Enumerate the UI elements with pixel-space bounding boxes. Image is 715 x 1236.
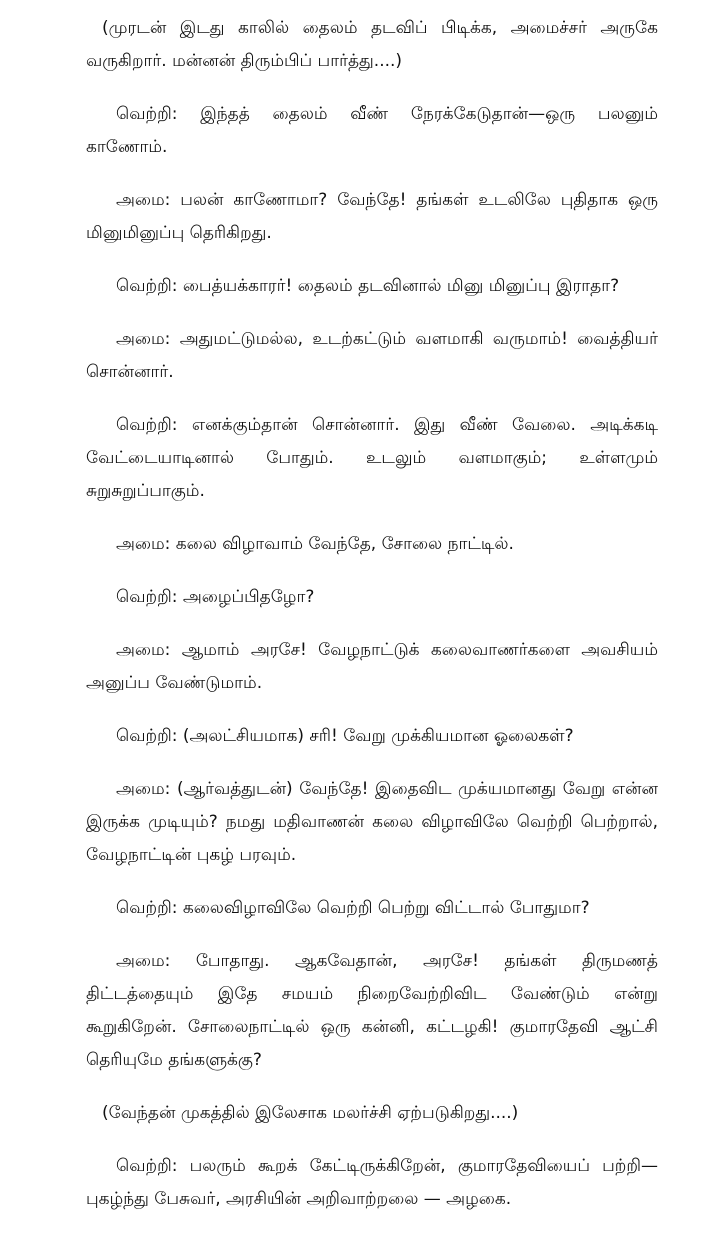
paragraph-text: ஆமாம் அரசே! வேழநாட்டுக் கலைவாணர்களை அவசியம் அனுப்ப வேண்டுமாம். — [86, 640, 659, 693]
speaker-name: வெற்றி: — [116, 415, 178, 435]
dialogue-line — [86, 945, 658, 1077]
speaker-name: வெற்றி: — [116, 104, 178, 124]
speaker-name: வெற்றி: — [116, 726, 178, 746]
paragraph-text: அதுமட்டுமல்ல, உடற்கட்டும் வளமாகி வருமாம்! வைத்தியர் சொன்னார். — [86, 329, 659, 382]
dialogue-line — [86, 634, 658, 700]
speaker-name: வெற்றி: — [116, 587, 178, 607]
speaker-name: வெற்றி: — [116, 276, 178, 296]
speaker-name: அமை: — [116, 534, 171, 554]
paragraph-text: (முரடன் இடது காலில் தைலம் தடவிப் பிடிக்க, அமைச்சர் அருகே வருகிறார். மன்னன் திரும்பிப் பார்த்து....) — [86, 18, 658, 71]
dialogue-line — [86, 409, 658, 508]
stage-direction — [86, 12, 658, 78]
dialogue-line — [86, 98, 658, 164]
paragraph-text: கலைவிழாவிலே வெற்றி பெற்று விட்டால் போதுமா? — [182, 898, 590, 918]
paragraph-text: போதாது. ஆகவேதான், அரசே! தங்கள் திருமணத் திட்டத்தையும் இதே சமயம் நிறைவேற்றிவிட வேண்டும் என்று கூறுகிறேன். சோலைநாட்டில் ஒரு கன்னி, கட்டழகி! குமாரதேவி ஆட்சி தெரியுமே தங்களுக்கு? — [86, 951, 659, 1070]
document-page — [86, 12, 658, 1236]
dialogue-line — [86, 184, 658, 250]
dialogue-line — [86, 720, 658, 753]
paragraph-text: பைத்யக்காரர்! தைலம் தடவினால் மினு மினுப்பு இராதா? — [182, 276, 620, 296]
paragraph-text: அழைப்பிதழோ? — [182, 587, 315, 607]
speaker-name: அமை: — [116, 640, 171, 660]
paragraph-text: இந்தத் தைலம் வீண் நேரக்கேடுதான்—ஒரு பலனும் காணோம். — [86, 104, 659, 157]
dialogue-line — [86, 270, 658, 303]
paragraph-text: எனக்கும்தான் சொன்னார். இது வீண் வேலை. அடிக்கடி வேட்டையாடினால் போதும். உடலும் வளமாகும்; உள்ளமும் சுறுசுறுப்பாகும். — [86, 415, 658, 501]
paragraph-text: கலை விழாவாம் வேந்தே, சோலை நாட்டில். — [175, 534, 514, 554]
dialogue-line — [86, 323, 658, 389]
speaker-name: அமை: — [116, 951, 171, 971]
speaker-name: அமை: — [116, 190, 171, 210]
paragraph-text: பலரும் கூறக் கேட்டிருக்கிறேன், குமாரதேவியைப் பற்றி—புகழ்ந்து பேசுவர், அரசியின் அறிவாற்றலை — அழகை. — [86, 1156, 658, 1209]
dialogue-line — [86, 773, 658, 872]
paragraph-text: பலன் காணோமா? வேந்தே! தங்கள் உடலிலே புதிதாக ஒரு மினுமினுப்பு தெரிகிறது. — [86, 190, 658, 243]
paragraph-text: (வேந்தன் முகத்தில் இலேசாக மலர்ச்சி ஏற்படுகிறது....) — [102, 1103, 519, 1123]
dialogue-line — [86, 581, 658, 614]
dialogue-line — [86, 1150, 658, 1216]
dialogue-line — [86, 892, 658, 925]
speaker-name: அமை: — [116, 329, 171, 349]
paragraph-text: (ஆர்வத்துடன்) வேந்தே! இதைவிட முக்யமானது வேறு என்ன இருக்க முடியும்? நமது மதிவாணன் கலை விழாவிலே வெற்றி பெற்றால், வேழநாட்டின் புகழ் பரவும். — [86, 779, 659, 865]
speaker-name: அமை: — [116, 779, 171, 799]
speaker-name: வெற்றி: — [116, 1156, 178, 1176]
speaker-name: வெற்றி: — [116, 898, 178, 918]
paragraph-text: (அலட்சியமாக) சரி! வேறு முக்கியமான ஓலைகள்? — [182, 726, 574, 746]
dialogue-line — [86, 528, 658, 561]
stage-direction — [86, 1097, 658, 1130]
